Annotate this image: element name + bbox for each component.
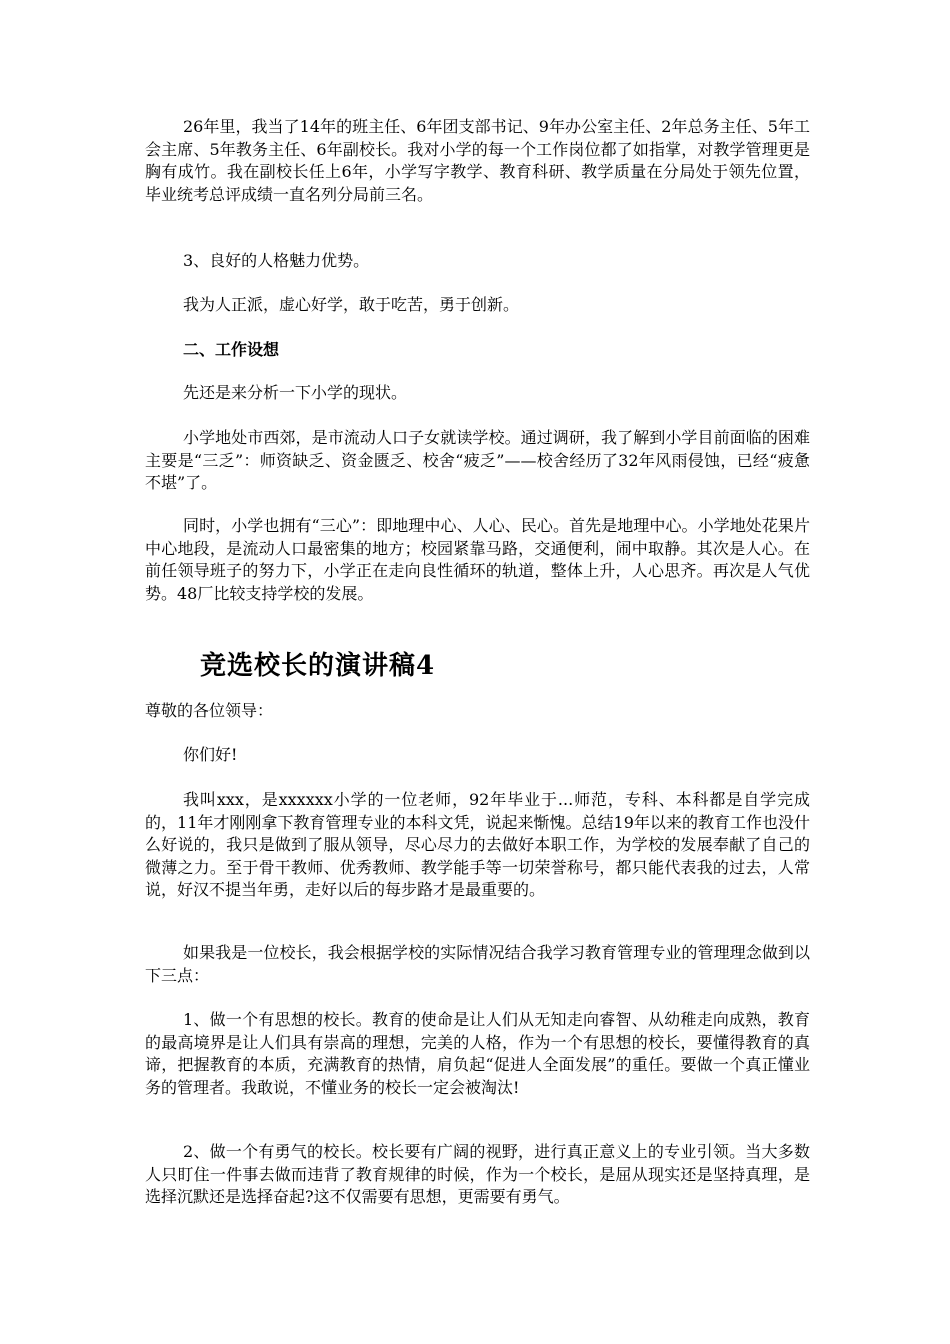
salutation: 尊敬的各位领导： <box>145 701 274 720</box>
section-heading-work-plan: 二、工作设想 <box>183 340 280 359</box>
paragraph-courageous-principal: 2、做一个有勇气的校长。校长要有广阔的视野，进行真正意义上的专业引领。当大多数人只盯住一件事去做而违背了教育规律的时候，作为一个校长，是屈从现实还是坚持真理，是选择沉默还是选择奋起?这不仅需要有思想，更需要有勇气。 <box>145 1142 810 1206</box>
paragraph-three-points-intro: 如果我是一位校长，我会根据学校的实际情况结合我学习教育管理专业的管理理念做到以下三点： <box>145 943 810 985</box>
paragraph-status-intro: 先还是来分析一下小学的现状。 <box>183 383 408 402</box>
paragraph-self-introduction: 我叫xxx，是xxxxxx小学的一位老师，92年毕业于...师范，专科、本科都是自学完成的，11年才刚刚拿下教育管理专业的本科文凭，说起来惭愧。总结19年以来的教育工作也没什么好说的，我只是做到了服从领导，尽心尽力的去做好本职工作，为学校的发展奉献了自己的微薄之力。至于骨干教师、优秀教师、教学能手等一切荣誉称号，都只能代表我的过去，人常说，好汉不提当年勇，走好以后的每步路才是最重要的。 <box>145 790 810 899</box>
paragraph-character: 我为人正派，虚心好学，敢于吃苦，勇于创新。 <box>183 295 520 314</box>
paragraph-thoughtful-principal: 1、做一个有思想的校长。教育的使命是让人们从无知走向睿智、从幼稚走向成熟，教育的最高境界是让人们具有崇高的理想，完美的人格，作为一个有思想的校长，要懂得教育的真谛，把握教育的本质，充满教育的热情，肩负起“促进人全面发展”的重任。要做一个真正懂业务的管理者。我敢说，不懂业务的校长一定会被淘汰! <box>145 1010 810 1097</box>
paragraph-three-hearts: 同时，小学也拥有“三心”：即地理中心、人心、民心。首先是地理中心。小学地处花果片中心地段，是流动人口最密集的地方；校园紧靠马路，交通便利，闹中取静。其次是人心。在前任领导班子的努力下，小学正在走向良性循环的轨道，整体上升，人心思齐。再次是人气优势。48厂比较支持学校的发展。 <box>145 516 810 603</box>
greeting: 你们好! <box>183 745 238 764</box>
paragraph-personality-advantage: 3、良好的人格魅力优势。 <box>183 251 370 270</box>
paragraph-three-shortages: 小学地处市西郊，是市流动人口子女就读学校。通过调研，我了解到小学目前面临的困难主要是“三乏”：师资缺乏、资金匮乏、校舍“疲乏”——校舍经历了32年风雨侵蚀，已经“疲惫不堪”了。 <box>145 428 810 492</box>
speech-title: 竞选校长的演讲稿4 <box>200 651 436 681</box>
paragraph-experience: 26年里，我当了14年的班主任、6年团支部书记、9年办公室主任、2年总务主任、5年工会主席、5年教务主任、6年副校长。我对小学的每一个工作岗位都了如指掌，对教学管理更是胸有成竹。我在副校长任上6年，小学写字教学、教育科研、教学质量在分局处于领先位置，毕业统考总评成绩一直名列分局前三名。 <box>145 117 810 204</box>
